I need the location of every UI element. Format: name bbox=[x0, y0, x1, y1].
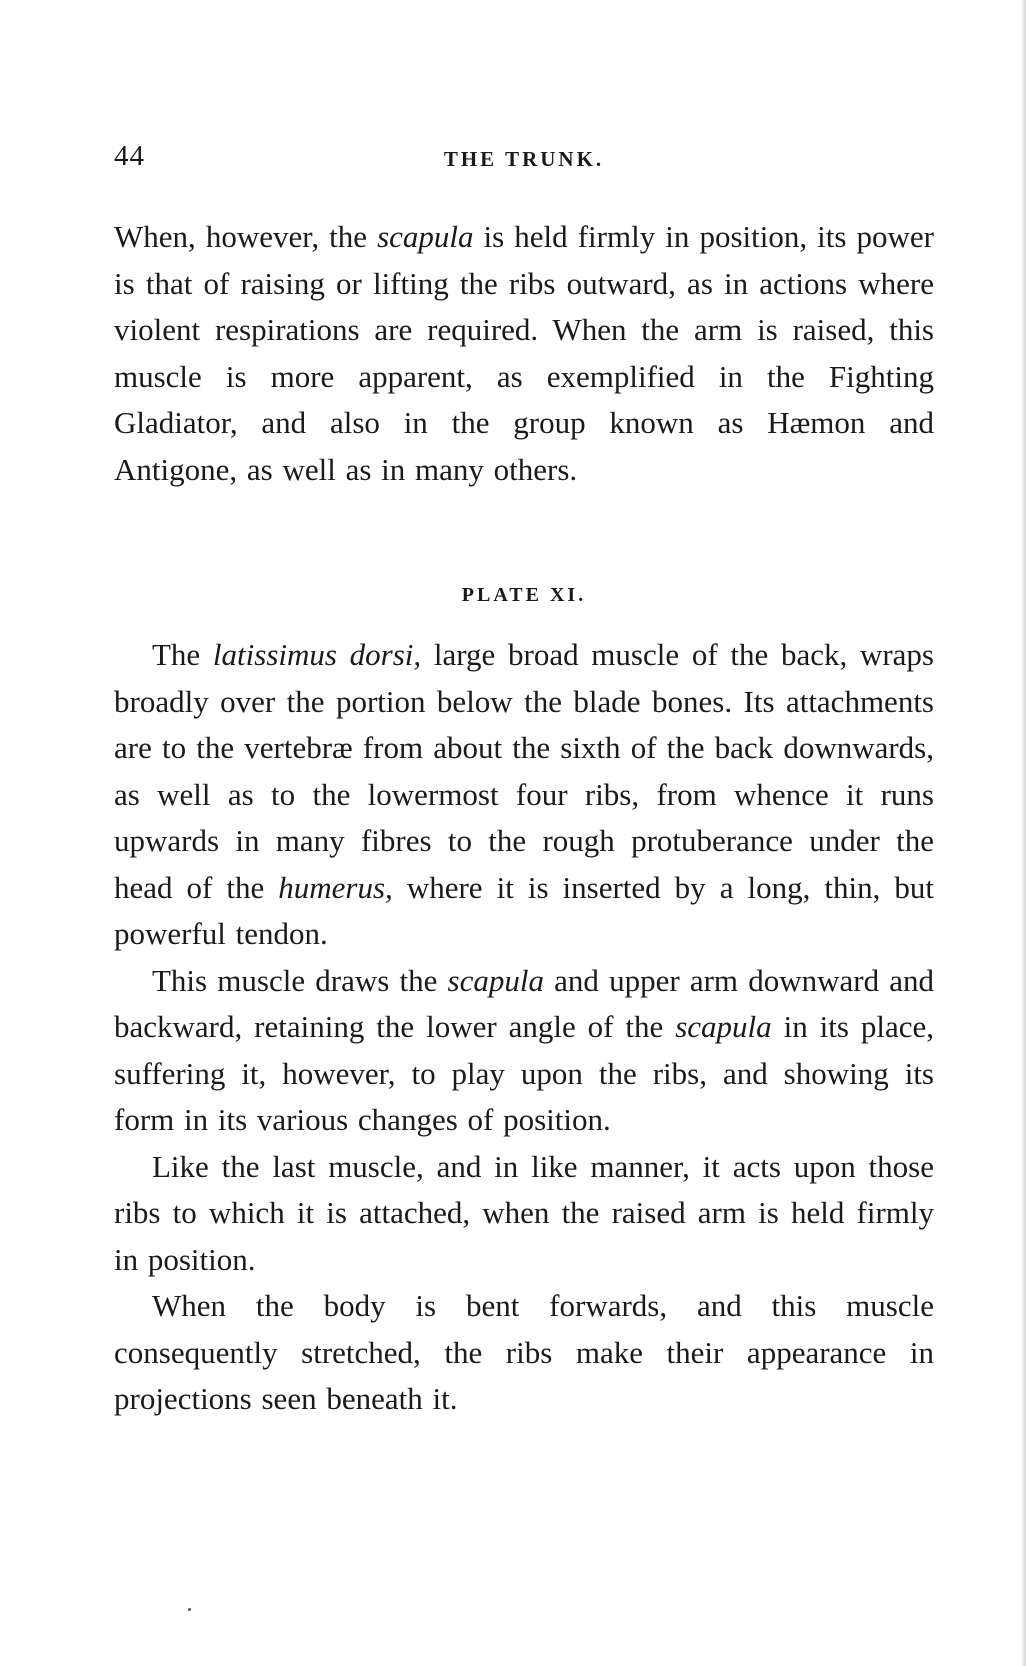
paragraph-4: Like the last muscle, and in like manner, it acts upon those ribs to which it is attached, when the raised arm is held firmly in position. bbox=[114, 1148, 934, 1277]
paragraph-2-text-b: large broad muscle of the back, wraps broadly over the portion below the blade bones. Its attachments are to the vertebræ from about the sixth of the back downwards, as well as to the lowermost four ribs, from whence it runs upwards in many fibres to the rough protuberance under the head of the bbox=[114, 637, 934, 905]
paragraph-1-text-a: When, however, the bbox=[114, 219, 378, 254]
plate-heading: PLATE XI. bbox=[461, 584, 587, 606]
paragraph-2-italic-term-2: humerus, bbox=[278, 869, 393, 905]
paragraph-1-italic-term: scapula bbox=[377, 219, 474, 254]
text-block-plate bbox=[114, 632, 934, 1423]
paragraph-1 bbox=[114, 214, 934, 493]
paragraph-3-italic-term-2: scapula bbox=[675, 1009, 772, 1044]
running-head: THE TRUNK. bbox=[443, 147, 605, 171]
paragraph-2-text-a: The bbox=[152, 637, 213, 672]
page-header bbox=[114, 140, 934, 180]
print-speck bbox=[188, 1608, 191, 1611]
paragraph-2-text-c: where it is inserted by a long, thin, but powerful tendon. bbox=[114, 869, 934, 951]
text-block-top bbox=[114, 214, 934, 493]
paragraph-5: When the body is bent forwards, and this muscle consequently stretched, the ribs make their appearance in projections seen beneath it. bbox=[114, 1288, 934, 1416]
paragraph-3 bbox=[114, 958, 934, 1144]
paragraph-3-text-c: in its place, suffering it, however, to play upon the ribs, and showing its form in its various changes of position. bbox=[114, 1009, 934, 1137]
paragraph-2-italic-term: latissimus dorsi, bbox=[212, 637, 422, 672]
page-edge-shadow bbox=[1021, 0, 1026, 1666]
paragraph-2 bbox=[114, 632, 934, 958]
paragraph-3-italic-term: scapula bbox=[447, 962, 544, 998]
paragraph-1-text-b: is held firmly in position, its power is that of raising or lifting the ribs outward, as in actions where violent respirations are required. When the arm is raised, this muscle is more apparent, as exemplified in the Fighting Gladiator, and also in the group known as Hæmon and Antigone, as well as in many others. bbox=[114, 219, 934, 487]
paragraph-3-text-b: and upper arm downward and backward, retaining the lower angle of the bbox=[114, 962, 934, 1044]
paragraph-3-text-a: This muscle draws the bbox=[152, 962, 448, 998]
page-number: 44 bbox=[114, 140, 145, 172]
